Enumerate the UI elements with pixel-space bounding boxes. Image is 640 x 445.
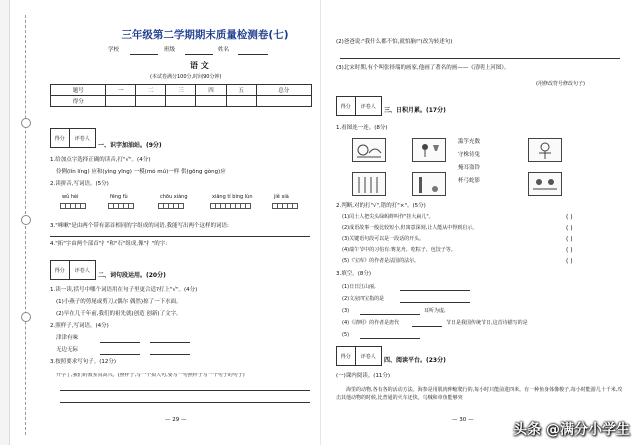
question-2-3-a: 开学了,我们的教室真高兴。(照样子,写一个拟人句,要写一句照样子写一个句子的句子) <box>56 373 245 378</box>
illustration-box <box>528 172 562 196</box>
question-2-3: 3.按照要求写句子。(12分) <box>50 359 117 365</box>
idiom-3: 掩耳盗铃 <box>458 165 481 171</box>
judge-answer-box[interactable]: ( ) <box>566 214 573 221</box>
judge-item-2: (2)成语故事一般比较短小,但寓意深刻,让人能从中得到启示。 <box>342 225 478 231</box>
answer-line[interactable] <box>50 236 310 237</box>
judge-answer-box[interactable]: ( ) <box>566 225 573 232</box>
answer-line[interactable] <box>100 342 140 343</box>
pinyin-2: fēng fù <box>110 194 128 200</box>
question-2-1-b: (2)早在几千年前,我们的祖先就(创造 创新)了文字。 <box>56 311 182 317</box>
answer-line[interactable] <box>60 402 310 403</box>
writing-grid[interactable] <box>108 203 133 209</box>
score-cell[interactable] <box>196 96 226 107</box>
writing-grid[interactable] <box>158 203 183 209</box>
judge-item-3: (3)关键语句段可以是一段话的开头。 <box>342 236 425 242</box>
idiom-4: 杯弓蛇影 <box>458 178 481 184</box>
fill-item-4: (4)《清明》的作者是唐代 <box>342 320 400 326</box>
illustration-box <box>412 138 446 162</box>
section-2-title: 二、词句段运用。(20分) <box>98 272 166 279</box>
pinyin-1: wǔ hèi <box>62 194 79 200</box>
grader-name-label: 评卷人 <box>74 135 90 142</box>
question-2-1: 1.读一读,括号中哪个词语用在句子里更合适?打上"√"。(4分) <box>50 287 198 293</box>
question-1-2: 2.读拼音,写词语。(5分) <box>50 181 109 187</box>
class-label: 班级 <box>164 47 176 53</box>
grader-score-label: 得分 <box>337 97 356 115</box>
grader-box <box>336 346 382 366</box>
binding-hole <box>21 118 31 128</box>
banquet-illustration <box>529 173 561 195</box>
grader-box <box>50 128 96 148</box>
binding-hole <box>21 312 31 322</box>
judge-item-1: (1)闰土人把尖头绿蚂蚱叫作"挂大扁儿"。 <box>342 214 434 220</box>
score-cell[interactable] <box>106 96 136 107</box>
pinyin-4: xiāng tí bìng lùn <box>212 194 253 200</box>
writing-grid[interactable] <box>272 203 297 209</box>
fill-item-4-text: 节日是我国传统节日,这首诗描写的是 <box>446 320 528 326</box>
section-4-sub: (一)课内阅读。(11分) <box>336 373 391 379</box>
question-2-3-note: (用修改符号修改句子) <box>536 81 585 87</box>
ear-cover-illustration <box>529 139 561 161</box>
score-cell[interactable] <box>226 96 256 107</box>
bell-thief-illustration <box>413 139 445 161</box>
section-1-title: 一、识字加油站。(9分) <box>98 142 162 149</box>
question-1-1-items: 伶俐(lín líng) 应和(yìng yīng) 一模(mó mú)一样 供(gōng gòng)应 <box>56 169 226 175</box>
question-3-2: 2.判断,对的打"√",错的打"×"。(5分) <box>336 203 426 209</box>
score-cell[interactable] <box>166 96 196 107</box>
fill-item-5: (5) <box>342 332 350 338</box>
writing-grid[interactable] <box>60 203 85 209</box>
score-header: 题号 <box>51 85 106 96</box>
score-row-label: 得分 <box>51 96 106 107</box>
question-3-1: 1.看图连一连。(8分) <box>336 125 388 131</box>
question-2-2: 2.照样子,写词语。(4分) <box>50 323 109 329</box>
section-3-title: 三、日积月累。(17分) <box>384 107 446 114</box>
school-field[interactable] <box>130 54 158 55</box>
page-number-left: — 29 — <box>165 417 187 423</box>
binding-line <box>25 15 26 435</box>
answer-line[interactable] <box>150 342 190 343</box>
illustration-box <box>412 172 446 196</box>
grader-name-label: 评卷人 <box>360 353 376 360</box>
score-header: 五 <box>226 85 256 96</box>
tree-rabbit-illustration <box>413 173 445 195</box>
subject-heading: 语 文 <box>190 61 209 70</box>
exam-note: (本试卷满分100分,时间90分钟) <box>150 74 222 80</box>
judge-answer-box[interactable]: ( ) <box>566 247 573 254</box>
answer-line[interactable] <box>400 290 470 291</box>
grader-score-label: 得分 <box>51 129 70 147</box>
score-header: 一 <box>106 85 136 96</box>
example-word-1: 津津有味 <box>56 335 79 341</box>
watermark-text: 头条 @满分小学生 <box>513 422 630 438</box>
answer-line[interactable] <box>360 314 420 315</box>
example-word-2: 无边无际 <box>56 347 79 353</box>
fill-item-1: (1)日日江山丽, <box>342 284 376 290</box>
question-1-4: 4."拓"字由两个部首"扌"和"石"组成,像"扌"的字: <box>50 241 168 247</box>
idiom-1: 滥竽充数 <box>458 139 481 145</box>
grader-score-label: 得分 <box>337 347 356 365</box>
illustration-box <box>352 138 386 162</box>
score-cell[interactable] <box>256 96 311 107</box>
question-1-1: 1.给加点字选择正确的读音,打"√"。(4分) <box>50 157 151 163</box>
grader-name-label: 评卷人 <box>74 267 90 274</box>
binding-edge <box>0 0 10 445</box>
answer-line[interactable] <box>412 326 442 327</box>
school-label: 学校 <box>108 47 120 53</box>
writing-grid[interactable] <box>210 203 250 209</box>
score-header: 三 <box>166 85 196 96</box>
judge-item-4: (4)端午节中的习俗有:赛龙舟、吃粽子、包饺子等。 <box>342 247 456 253</box>
question-2-3-3: (3)北宋时期,有个叫张择端的画家,他画了著名的画——《清明上河图》。 <box>336 65 510 71</box>
judge-item-5: (5)《宝库》的作者是法国的法尔。 <box>342 258 420 264</box>
musicians-illustration <box>353 173 385 195</box>
question-2-1-a: (1)小燕子的剪尾或剪刀,(偶尔 偶然)掠了一下水面。 <box>56 299 182 305</box>
judge-answer-box[interactable]: ( ) <box>566 258 573 265</box>
score-cell[interactable] <box>136 96 166 107</box>
answer-line[interactable] <box>360 338 420 339</box>
score-table <box>50 84 312 107</box>
illustration-box <box>528 138 562 162</box>
question-1-3: 3."咪嗽"是由两个带有部首相同的字组成的词语,我能写出两个这样的词语: <box>50 223 229 229</box>
question-3-3: 3.填空。(8分) <box>336 271 372 277</box>
name-label: 姓名 <box>218 47 230 53</box>
fill-item-3: (3) <box>342 308 350 314</box>
exam-title: 三年级第二学期期末质量检测卷(七) <box>121 29 289 41</box>
grader-score-label: 得分 <box>51 261 70 279</box>
judge-answer-box[interactable]: ( ) <box>566 236 573 243</box>
reading-passage: 海里的动物,各有各的活动方法。海参是用肌肉伸缩爬行的,每小时只能前进四米。有一种鱼身体像梭子,每小时能游几十千米,攻击其他动物的时候,比普通的火车还快。乌贼和章鱼能够突 <box>336 387 623 401</box>
grader-name-label: 评卷人 <box>360 103 376 110</box>
question-2-3-2: (2)爸爸说:"我什么都不怕,就怕脑!"(改为转述句) <box>336 39 453 45</box>
score-header: 总分 <box>256 85 311 96</box>
answer-line[interactable] <box>150 354 190 355</box>
answer-line[interactable] <box>400 302 470 303</box>
fill-item-2: (2)文房四宝指的是 <box>342 296 385 302</box>
binding-hole <box>21 215 31 225</box>
grader-box <box>336 96 382 116</box>
idiom-2: 守株待兔 <box>458 152 481 158</box>
class-field[interactable] <box>185 54 213 55</box>
score-header: 二 <box>136 85 166 96</box>
answer-line[interactable] <box>100 354 140 355</box>
grader-box <box>50 260 96 280</box>
answer-line[interactable] <box>340 58 620 59</box>
pinyin-3: chōu xiàng <box>160 194 188 200</box>
answer-line[interactable] <box>60 390 310 391</box>
page-number-right: — 30 — <box>452 417 474 423</box>
illustration-box <box>352 172 386 196</box>
page-fold <box>320 0 321 445</box>
section-4-title: 四、阅读平台。(23分) <box>384 357 446 364</box>
fill-item-3-text: 耳听为虚, <box>424 308 446 314</box>
cup-snake-illustration <box>353 139 385 161</box>
watermark <box>513 419 630 439</box>
pinyin-5: jiě xià <box>274 194 289 200</box>
score-header: 四 <box>196 85 226 96</box>
name-field[interactable] <box>238 54 268 55</box>
